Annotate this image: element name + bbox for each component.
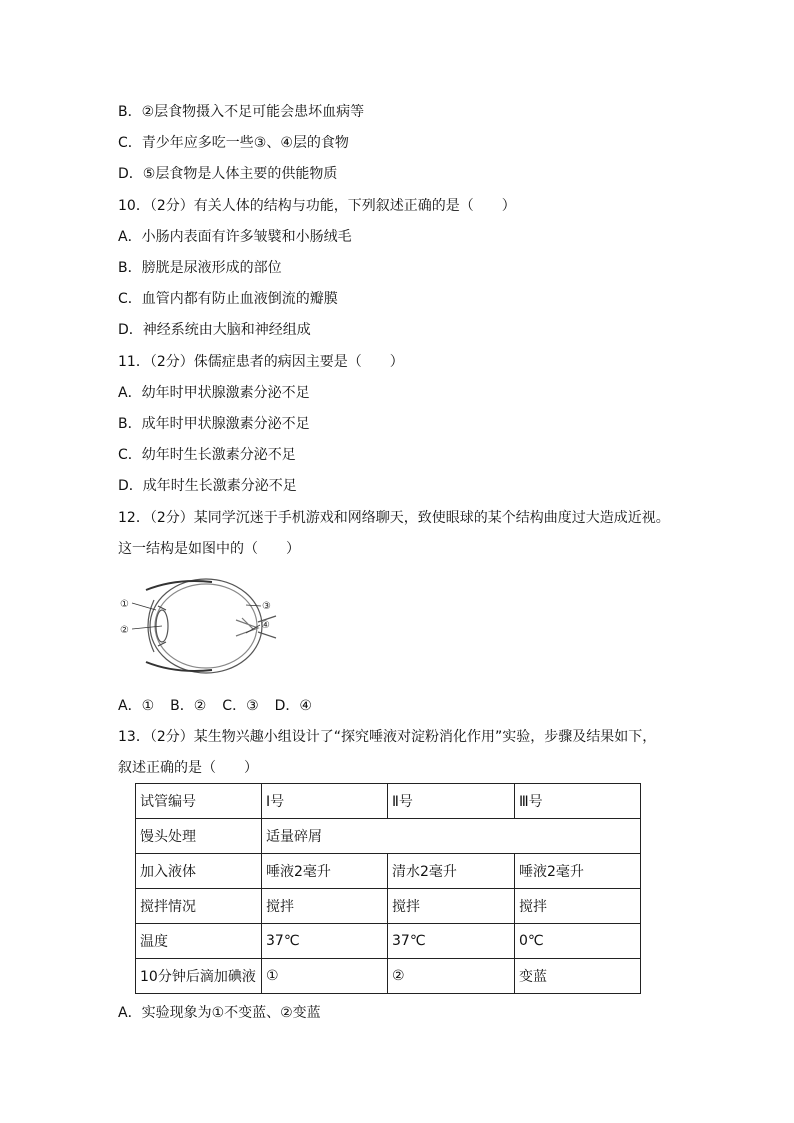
eyeball-inner-wall — [155, 584, 257, 668]
table-row — [136, 924, 641, 959]
table-row — [136, 784, 641, 819]
table-cell: Ⅰ号 — [262, 784, 388, 819]
table-cell: Ⅲ号 — [515, 784, 641, 819]
q10-option-d: D．神经系统由大脑和神经组成 — [118, 322, 311, 338]
table-cell: 适量碎屑 — [262, 819, 641, 854]
q11-option-a: A．幼年时甲状腺激素分泌不足 — [118, 385, 310, 401]
q11-option-b: B．成年时甲状腺激素分泌不足 — [118, 416, 310, 432]
label-3: ③ — [262, 601, 271, 612]
table-cell: 37℃ — [262, 924, 388, 959]
table-row — [136, 889, 641, 924]
table-cell: 唾液2毫升 — [262, 854, 388, 889]
q12-options — [118, 697, 328, 715]
table-cell: ② — [388, 959, 515, 994]
q10-option-b: B．膀胱是尿液形成的部位 — [118, 260, 282, 276]
table-cell: 试管编号 — [136, 784, 262, 819]
table-cell: 10分钟后滴加碘液 — [136, 959, 262, 994]
table-cell: 温度 — [136, 924, 262, 959]
table-cell: 搅拌 — [515, 889, 641, 924]
table-cell: 加入液体 — [136, 854, 262, 889]
table-cell: 唾液2毫升 — [515, 854, 641, 889]
q9-option-d: D．⑤层食物是人体主要的供能物质 — [118, 166, 338, 182]
q12-stem-line2: 这一结构是如图中的（ ） — [118, 541, 300, 557]
q11-option-c: C．幼年时生长激素分泌不足 — [118, 447, 296, 463]
label-4: ④ — [261, 620, 270, 631]
table-cell: 0℃ — [515, 924, 641, 959]
q13-stem-line1: 13．（2分）某生物兴趣小组设计了“探究唾液对淀粉消化作用”实验，步骤及结果如下， — [118, 729, 657, 745]
q11-option-d: D．成年时生长激素分泌不足 — [118, 478, 297, 494]
table-cell: 搅拌情况 — [136, 889, 262, 924]
q11-stem: 11．（2分）侏儒症患者的病因主要是（ ） — [118, 354, 404, 370]
q13-stem-line2: 叙述正确的是（ ） — [118, 760, 258, 776]
lower-eyelid — [146, 662, 212, 671]
table-cell: 变蓝 — [515, 959, 641, 994]
q12-option-a: A．① — [118, 698, 155, 714]
label-1: ① — [120, 599, 129, 610]
q12-option-d: D．④ — [274, 698, 312, 714]
q12-stem-line1: 12．（2分）某同学沉迷于手机游戏和网络聊天，致使眼球的某个结构曲度过大造成近视。 — [118, 510, 670, 526]
table-cell: 搅拌 — [262, 889, 388, 924]
q9-option-c: C．青少年应多吃一些③、④层的食物 — [118, 135, 349, 151]
table-cell: 馒头处理 — [136, 819, 262, 854]
table-cell: 37℃ — [388, 924, 515, 959]
table-cell: 搅拌 — [388, 889, 515, 924]
table-cell: 清水2毫升 — [388, 854, 515, 889]
upper-eyelid — [146, 581, 212, 590]
eyeball-outer-wall — [150, 579, 262, 673]
q10-stem: 10．（2分）有关人体的结构与功能，下列叙述正确的是（ ） — [118, 198, 516, 214]
eyeball-diagram — [118, 570, 278, 690]
table-cell: ① — [262, 959, 388, 994]
experiment-table — [135, 783, 641, 994]
q10-option-c: C．血管内都有防止血液倒流的瓣膜 — [118, 291, 338, 307]
q12-option-b: B．② — [170, 698, 207, 714]
label-2: ② — [120, 625, 129, 636]
q12-option-c: C．③ — [222, 698, 259, 714]
table-row — [136, 854, 641, 889]
table-row — [136, 819, 641, 854]
table-cell: Ⅱ号 — [388, 784, 515, 819]
q9-option-b: B．②层食物摄入不足可能会患坏血病等 — [118, 104, 365, 120]
q13-option-a: A．实验现象为①不变蓝、②变蓝 — [118, 1005, 321, 1021]
table-row — [136, 959, 641, 994]
q10-option-a: A．小肠内表面有许多皱襞和小肠绒毛 — [118, 229, 352, 245]
